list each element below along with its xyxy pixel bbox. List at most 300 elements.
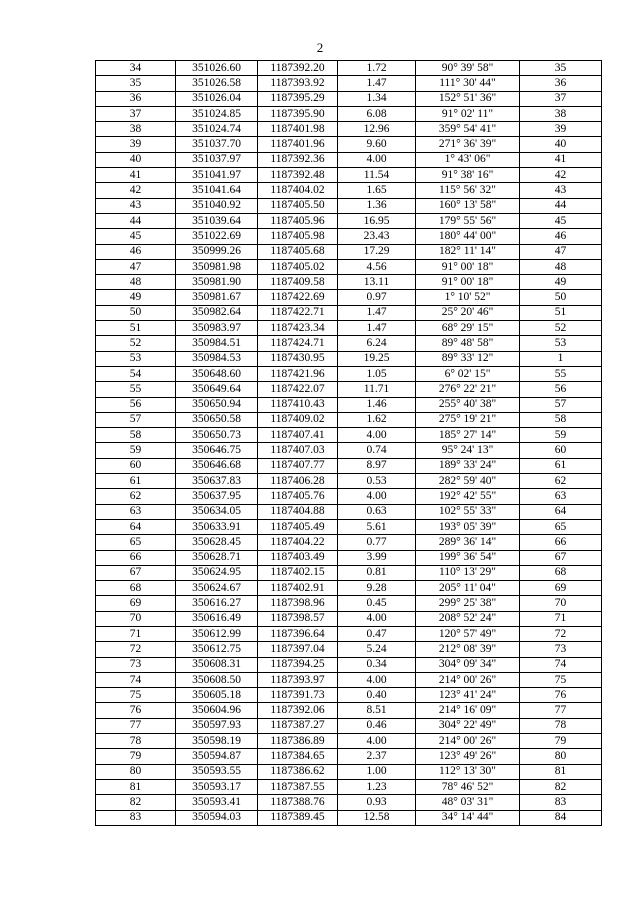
bearing-cell: 255° 40' 38": [416, 397, 520, 412]
y-coordinate-cell: 1187406.28: [258, 474, 338, 489]
y-coordinate-cell: 1187405.49: [258, 519, 338, 534]
point-number-cell: 64: [96, 519, 176, 534]
x-coordinate-cell: 350628.71: [176, 550, 258, 565]
distance-cell: 4.00: [338, 152, 416, 167]
distance-cell: 4.56: [338, 259, 416, 274]
x-coordinate-cell: 350616.49: [176, 611, 258, 626]
next-point-cell: 52: [520, 321, 602, 336]
next-point-cell: 45: [520, 213, 602, 228]
table-row: [96, 779, 602, 794]
bearing-cell: 212° 08' 39": [416, 642, 520, 657]
y-coordinate-cell: 1187405.02: [258, 259, 338, 274]
point-number-cell: 50: [96, 305, 176, 320]
distance-cell: 0.40: [338, 688, 416, 703]
next-point-cell: 1: [520, 351, 602, 366]
point-number-cell: 74: [96, 672, 176, 687]
x-coordinate-cell: 350628.45: [176, 535, 258, 550]
distance-cell: 6.08: [338, 106, 416, 121]
bearing-cell: 299° 25' 38": [416, 596, 520, 611]
distance-cell: 0.74: [338, 443, 416, 458]
distance-cell: 13.11: [338, 275, 416, 290]
next-point-cell: 56: [520, 382, 602, 397]
distance-cell: 1.72: [338, 61, 416, 76]
bearing-cell: 199° 36' 54": [416, 550, 520, 565]
table-row: [96, 321, 602, 336]
y-coordinate-cell: 1187386.89: [258, 734, 338, 749]
point-number-cell: 69: [96, 596, 176, 611]
bearing-cell: 359° 54' 41": [416, 122, 520, 137]
y-coordinate-cell: 1187410.43: [258, 397, 338, 412]
x-coordinate-cell: 350608.31: [176, 657, 258, 672]
next-point-cell: 41: [520, 152, 602, 167]
table-row: [96, 535, 602, 550]
table-row: [96, 259, 602, 274]
x-coordinate-cell: 351024.85: [176, 106, 258, 121]
point-number-cell: 36: [96, 91, 176, 106]
y-coordinate-cell: 1187384.65: [258, 749, 338, 764]
point-number-cell: 57: [96, 412, 176, 427]
y-coordinate-cell: 1187396.64: [258, 626, 338, 641]
x-coordinate-cell: 350634.05: [176, 504, 258, 519]
bearing-cell: 193° 05' 39": [416, 519, 520, 534]
point-number-cell: 76: [96, 703, 176, 718]
x-coordinate-cell: 350616.27: [176, 596, 258, 611]
x-coordinate-cell: 350648.60: [176, 366, 258, 381]
table-row: [96, 106, 602, 121]
point-number-cell: 77: [96, 718, 176, 733]
next-point-cell: 36: [520, 76, 602, 91]
next-point-cell: 35: [520, 61, 602, 76]
point-number-cell: 79: [96, 749, 176, 764]
x-coordinate-cell: 350593.17: [176, 779, 258, 794]
next-point-cell: 62: [520, 474, 602, 489]
point-number-cell: 44: [96, 213, 176, 228]
distance-cell: 0.47: [338, 626, 416, 641]
x-coordinate-cell: 350981.67: [176, 290, 258, 305]
x-coordinate-cell: 350608.50: [176, 672, 258, 687]
table-row: [96, 443, 602, 458]
x-coordinate-cell: 351022.69: [176, 229, 258, 244]
table-row: [96, 611, 602, 626]
bearing-cell: 180° 44' 00": [416, 229, 520, 244]
table-row: [96, 642, 602, 657]
distance-cell: 0.77: [338, 535, 416, 550]
table-row: [96, 718, 602, 733]
point-number-cell: 39: [96, 137, 176, 152]
next-point-cell: 48: [520, 259, 602, 274]
bearing-cell: 208° 52' 24": [416, 611, 520, 626]
distance-cell: 0.53: [338, 474, 416, 489]
point-number-cell: 45: [96, 229, 176, 244]
y-coordinate-cell: 1187393.92: [258, 76, 338, 91]
distance-cell: 9.60: [338, 137, 416, 152]
next-point-cell: 61: [520, 458, 602, 473]
next-point-cell: 39: [520, 122, 602, 137]
table-row: [96, 764, 602, 779]
next-point-cell: 77: [520, 703, 602, 718]
distance-cell: 1.62: [338, 412, 416, 427]
next-point-cell: 73: [520, 642, 602, 657]
y-coordinate-cell: 1187401.98: [258, 122, 338, 137]
bearing-cell: 214° 16' 09": [416, 703, 520, 718]
distance-cell: 4.00: [338, 489, 416, 504]
y-coordinate-cell: 1187407.77: [258, 458, 338, 473]
next-point-cell: 84: [520, 810, 602, 825]
bearing-cell: 185° 27' 14": [416, 428, 520, 443]
distance-cell: 17.29: [338, 244, 416, 259]
bearing-cell: 120° 57' 49": [416, 626, 520, 641]
point-number-cell: 81: [96, 779, 176, 794]
next-point-cell: 78: [520, 718, 602, 733]
point-number-cell: 68: [96, 581, 176, 596]
next-point-cell: 50: [520, 290, 602, 305]
x-coordinate-cell: 351026.58: [176, 76, 258, 91]
bearing-cell: 95° 24' 13": [416, 443, 520, 458]
next-point-cell: 51: [520, 305, 602, 320]
y-coordinate-cell: 1187386.62: [258, 764, 338, 779]
table-row: [96, 428, 602, 443]
next-point-cell: 82: [520, 779, 602, 794]
bearing-cell: 123° 49' 26": [416, 749, 520, 764]
point-number-cell: 53: [96, 351, 176, 366]
distance-cell: 4.00: [338, 611, 416, 626]
point-number-cell: 66: [96, 550, 176, 565]
y-coordinate-cell: 1187409.58: [258, 275, 338, 290]
next-point-cell: 44: [520, 198, 602, 213]
y-coordinate-cell: 1187392.06: [258, 703, 338, 718]
next-point-cell: 59: [520, 428, 602, 443]
next-point-cell: 83: [520, 795, 602, 810]
bearing-cell: 68° 29' 15": [416, 321, 520, 336]
bearing-cell: 192° 42' 55": [416, 489, 520, 504]
y-coordinate-cell: 1187405.96: [258, 213, 338, 228]
point-number-cell: 71: [96, 626, 176, 641]
x-coordinate-cell: 351040.92: [176, 198, 258, 213]
point-number-cell: 43: [96, 198, 176, 213]
distance-cell: 11.54: [338, 168, 416, 183]
point-number-cell: 67: [96, 565, 176, 580]
table-row: [96, 336, 602, 351]
next-point-cell: 55: [520, 366, 602, 381]
point-number-cell: 60: [96, 458, 176, 473]
point-number-cell: 70: [96, 611, 176, 626]
next-point-cell: 66: [520, 535, 602, 550]
bearing-cell: 1° 10' 52": [416, 290, 520, 305]
y-coordinate-cell: 1187392.48: [258, 168, 338, 183]
distance-cell: 12.96: [338, 122, 416, 137]
y-coordinate-cell: 1187409.02: [258, 412, 338, 427]
x-coordinate-cell: 350983.97: [176, 321, 258, 336]
x-coordinate-cell: 350624.67: [176, 581, 258, 596]
distance-cell: 12.58: [338, 810, 416, 825]
x-coordinate-cell: 350593.55: [176, 764, 258, 779]
table-row: [96, 657, 602, 672]
y-coordinate-cell: 1187387.55: [258, 779, 338, 794]
distance-cell: 4.00: [338, 428, 416, 443]
x-coordinate-cell: 350605.18: [176, 688, 258, 703]
bearing-cell: 275° 19' 21": [416, 412, 520, 427]
bearing-cell: 205° 11' 04": [416, 581, 520, 596]
x-coordinate-cell: 350612.99: [176, 626, 258, 641]
point-number-cell: 59: [96, 443, 176, 458]
distance-cell: 1.23: [338, 779, 416, 794]
point-number-cell: 61: [96, 474, 176, 489]
bearing-cell: 78° 46' 52": [416, 779, 520, 794]
table-row: [96, 688, 602, 703]
y-coordinate-cell: 1187430.95: [258, 351, 338, 366]
x-coordinate-cell: 350633.91: [176, 519, 258, 534]
next-point-cell: 64: [520, 504, 602, 519]
table-row: [96, 61, 602, 76]
bearing-cell: 6° 02' 15": [416, 366, 520, 381]
x-coordinate-cell: 350984.51: [176, 336, 258, 351]
next-point-cell: 58: [520, 412, 602, 427]
next-point-cell: 63: [520, 489, 602, 504]
next-point-cell: 74: [520, 657, 602, 672]
distance-cell: 16.95: [338, 213, 416, 228]
distance-cell: 0.34: [338, 657, 416, 672]
table-row: [96, 275, 602, 290]
next-point-cell: 65: [520, 519, 602, 534]
y-coordinate-cell: 1187405.50: [258, 198, 338, 213]
y-coordinate-cell: 1187391.73: [258, 688, 338, 703]
y-coordinate-cell: 1187392.36: [258, 152, 338, 167]
distance-cell: 1.46: [338, 397, 416, 412]
next-point-cell: 76: [520, 688, 602, 703]
next-point-cell: 70: [520, 596, 602, 611]
table-row: [96, 122, 602, 137]
table-row: [96, 305, 602, 320]
y-coordinate-cell: 1187407.41: [258, 428, 338, 443]
distance-cell: 1.47: [338, 305, 416, 320]
y-coordinate-cell: 1187389.45: [258, 810, 338, 825]
distance-cell: 23.43: [338, 229, 416, 244]
distance-cell: 1.05: [338, 366, 416, 381]
x-coordinate-cell: 350982.64: [176, 305, 258, 320]
bearing-cell: 160° 13' 58": [416, 198, 520, 213]
next-point-cell: 80: [520, 749, 602, 764]
table-row: [96, 749, 602, 764]
y-coordinate-cell: 1187392.20: [258, 61, 338, 76]
y-coordinate-cell: 1187405.98: [258, 229, 338, 244]
distance-cell: 2.37: [338, 749, 416, 764]
table-row: [96, 412, 602, 427]
distance-cell: 3.99: [338, 550, 416, 565]
x-coordinate-cell: 350624.95: [176, 565, 258, 580]
x-coordinate-cell: 350981.98: [176, 259, 258, 274]
y-coordinate-cell: 1187402.91: [258, 581, 338, 596]
point-number-cell: 47: [96, 259, 176, 274]
table-row: [96, 596, 602, 611]
table-row: [96, 626, 602, 641]
point-number-cell: 41: [96, 168, 176, 183]
next-point-cell: 71: [520, 611, 602, 626]
y-coordinate-cell: 1187422.71: [258, 305, 338, 320]
point-number-cell: 35: [96, 76, 176, 91]
point-number-cell: 51: [96, 321, 176, 336]
page-number: 2: [316, 40, 324, 55]
bearing-cell: 112° 13' 30": [416, 764, 520, 779]
next-point-cell: 67: [520, 550, 602, 565]
point-number-cell: 38: [96, 122, 176, 137]
coordinates-table: [95, 60, 602, 826]
point-number-cell: 75: [96, 688, 176, 703]
y-coordinate-cell: 1187397.04: [258, 642, 338, 657]
distance-cell: 1.47: [338, 321, 416, 336]
table-body: [96, 61, 602, 826]
next-point-cell: 46: [520, 229, 602, 244]
bearing-cell: 214° 00' 26": [416, 672, 520, 687]
point-number-cell: 49: [96, 290, 176, 305]
table-row: [96, 351, 602, 366]
table-row: [96, 213, 602, 228]
table-row: [96, 458, 602, 473]
point-number-cell: 65: [96, 535, 176, 550]
point-number-cell: 62: [96, 489, 176, 504]
next-point-cell: 43: [520, 183, 602, 198]
bearing-cell: 89° 33' 12": [416, 351, 520, 366]
bearing-cell: 89° 48' 58": [416, 336, 520, 351]
bearing-cell: 34° 14' 44": [416, 810, 520, 825]
table-row: [96, 198, 602, 213]
y-coordinate-cell: 1187404.22: [258, 535, 338, 550]
x-coordinate-cell: 351024.74: [176, 122, 258, 137]
y-coordinate-cell: 1187402.15: [258, 565, 338, 580]
bearing-cell: 111° 30' 44": [416, 76, 520, 91]
distance-cell: 9.28: [338, 581, 416, 596]
table-row: [96, 290, 602, 305]
y-coordinate-cell: 1187407.03: [258, 443, 338, 458]
table-row: [96, 550, 602, 565]
point-number-cell: 73: [96, 657, 176, 672]
x-coordinate-cell: 350650.73: [176, 428, 258, 443]
y-coordinate-cell: 1187401.96: [258, 137, 338, 152]
bearing-cell: 214° 00' 26": [416, 734, 520, 749]
bearing-cell: 189° 33' 24": [416, 458, 520, 473]
next-point-cell: 57: [520, 397, 602, 412]
point-number-cell: 52: [96, 336, 176, 351]
x-coordinate-cell: 351026.04: [176, 91, 258, 106]
y-coordinate-cell: 1187387.27: [258, 718, 338, 733]
table-row: [96, 168, 602, 183]
y-coordinate-cell: 1187423.34: [258, 321, 338, 336]
table-row: [96, 565, 602, 580]
x-coordinate-cell: 350637.83: [176, 474, 258, 489]
x-coordinate-cell: 350650.58: [176, 412, 258, 427]
x-coordinate-cell: 350594.03: [176, 810, 258, 825]
distance-cell: 1.47: [338, 76, 416, 91]
distance-cell: 11.71: [338, 382, 416, 397]
x-coordinate-cell: 350999.26: [176, 244, 258, 259]
distance-cell: 5.61: [338, 519, 416, 534]
point-number-cell: 78: [96, 734, 176, 749]
table-row: [96, 382, 602, 397]
bearing-cell: 48° 03' 31": [416, 795, 520, 810]
bearing-cell: 110° 13' 29": [416, 565, 520, 580]
table-row: [96, 672, 602, 687]
next-point-cell: 42: [520, 168, 602, 183]
x-coordinate-cell: 351037.97: [176, 152, 258, 167]
table-row: [96, 366, 602, 381]
bearing-cell: 289° 36' 14": [416, 535, 520, 550]
bearing-cell: 1° 43' 06": [416, 152, 520, 167]
y-coordinate-cell: 1187393.97: [258, 672, 338, 687]
bearing-cell: 91° 00' 18": [416, 259, 520, 274]
table-row: [96, 810, 602, 825]
x-coordinate-cell: 350649.64: [176, 382, 258, 397]
y-coordinate-cell: 1187394.25: [258, 657, 338, 672]
point-number-cell: 55: [96, 382, 176, 397]
next-point-cell: 79: [520, 734, 602, 749]
y-coordinate-cell: 1187398.57: [258, 611, 338, 626]
y-coordinate-cell: 1187422.07: [258, 382, 338, 397]
table-row: [96, 397, 602, 412]
point-number-cell: 54: [96, 366, 176, 381]
table-row: [96, 703, 602, 718]
x-coordinate-cell: 351039.64: [176, 213, 258, 228]
x-coordinate-cell: 350598.19: [176, 734, 258, 749]
x-coordinate-cell: 350646.68: [176, 458, 258, 473]
point-number-cell: 34: [96, 61, 176, 76]
next-point-cell: 40: [520, 137, 602, 152]
y-coordinate-cell: 1187403.49: [258, 550, 338, 565]
bearing-cell: 123° 41' 24": [416, 688, 520, 703]
table-row: [96, 734, 602, 749]
bearing-cell: 91° 00' 18": [416, 275, 520, 290]
y-coordinate-cell: 1187405.68: [258, 244, 338, 259]
point-number-cell: 42: [96, 183, 176, 198]
next-point-cell: 53: [520, 336, 602, 351]
point-number-cell: 80: [96, 764, 176, 779]
bearing-cell: 179° 55' 56": [416, 213, 520, 228]
bearing-cell: 152° 51' 36": [416, 91, 520, 106]
table-row: [96, 91, 602, 106]
next-point-cell: 37: [520, 91, 602, 106]
bearing-cell: 282° 59' 40": [416, 474, 520, 489]
next-point-cell: 72: [520, 626, 602, 641]
x-coordinate-cell: 350637.95: [176, 489, 258, 504]
bearing-cell: 91° 02' 11": [416, 106, 520, 121]
table-row: [96, 183, 602, 198]
table-row: [96, 795, 602, 810]
table-row: [96, 229, 602, 244]
distance-cell: 5.24: [338, 642, 416, 657]
distance-cell: 4.00: [338, 672, 416, 687]
distance-cell: 0.45: [338, 596, 416, 611]
x-coordinate-cell: 350646.75: [176, 443, 258, 458]
x-coordinate-cell: 350593.41: [176, 795, 258, 810]
point-number-cell: 82: [96, 795, 176, 810]
next-point-cell: 47: [520, 244, 602, 259]
next-point-cell: 38: [520, 106, 602, 121]
distance-cell: 1.36: [338, 198, 416, 213]
y-coordinate-cell: 1187404.88: [258, 504, 338, 519]
y-coordinate-cell: 1187421.96: [258, 366, 338, 381]
bearing-cell: 304° 22' 49": [416, 718, 520, 733]
table-row: [96, 137, 602, 152]
point-number-cell: 63: [96, 504, 176, 519]
distance-cell: 8.97: [338, 458, 416, 473]
x-coordinate-cell: 350984.53: [176, 351, 258, 366]
distance-cell: 0.46: [338, 718, 416, 733]
distance-cell: 6.24: [338, 336, 416, 351]
y-coordinate-cell: 1187395.29: [258, 91, 338, 106]
distance-cell: 4.00: [338, 734, 416, 749]
y-coordinate-cell: 1187398.96: [258, 596, 338, 611]
point-number-cell: 56: [96, 397, 176, 412]
next-point-cell: 81: [520, 764, 602, 779]
distance-cell: 0.81: [338, 565, 416, 580]
